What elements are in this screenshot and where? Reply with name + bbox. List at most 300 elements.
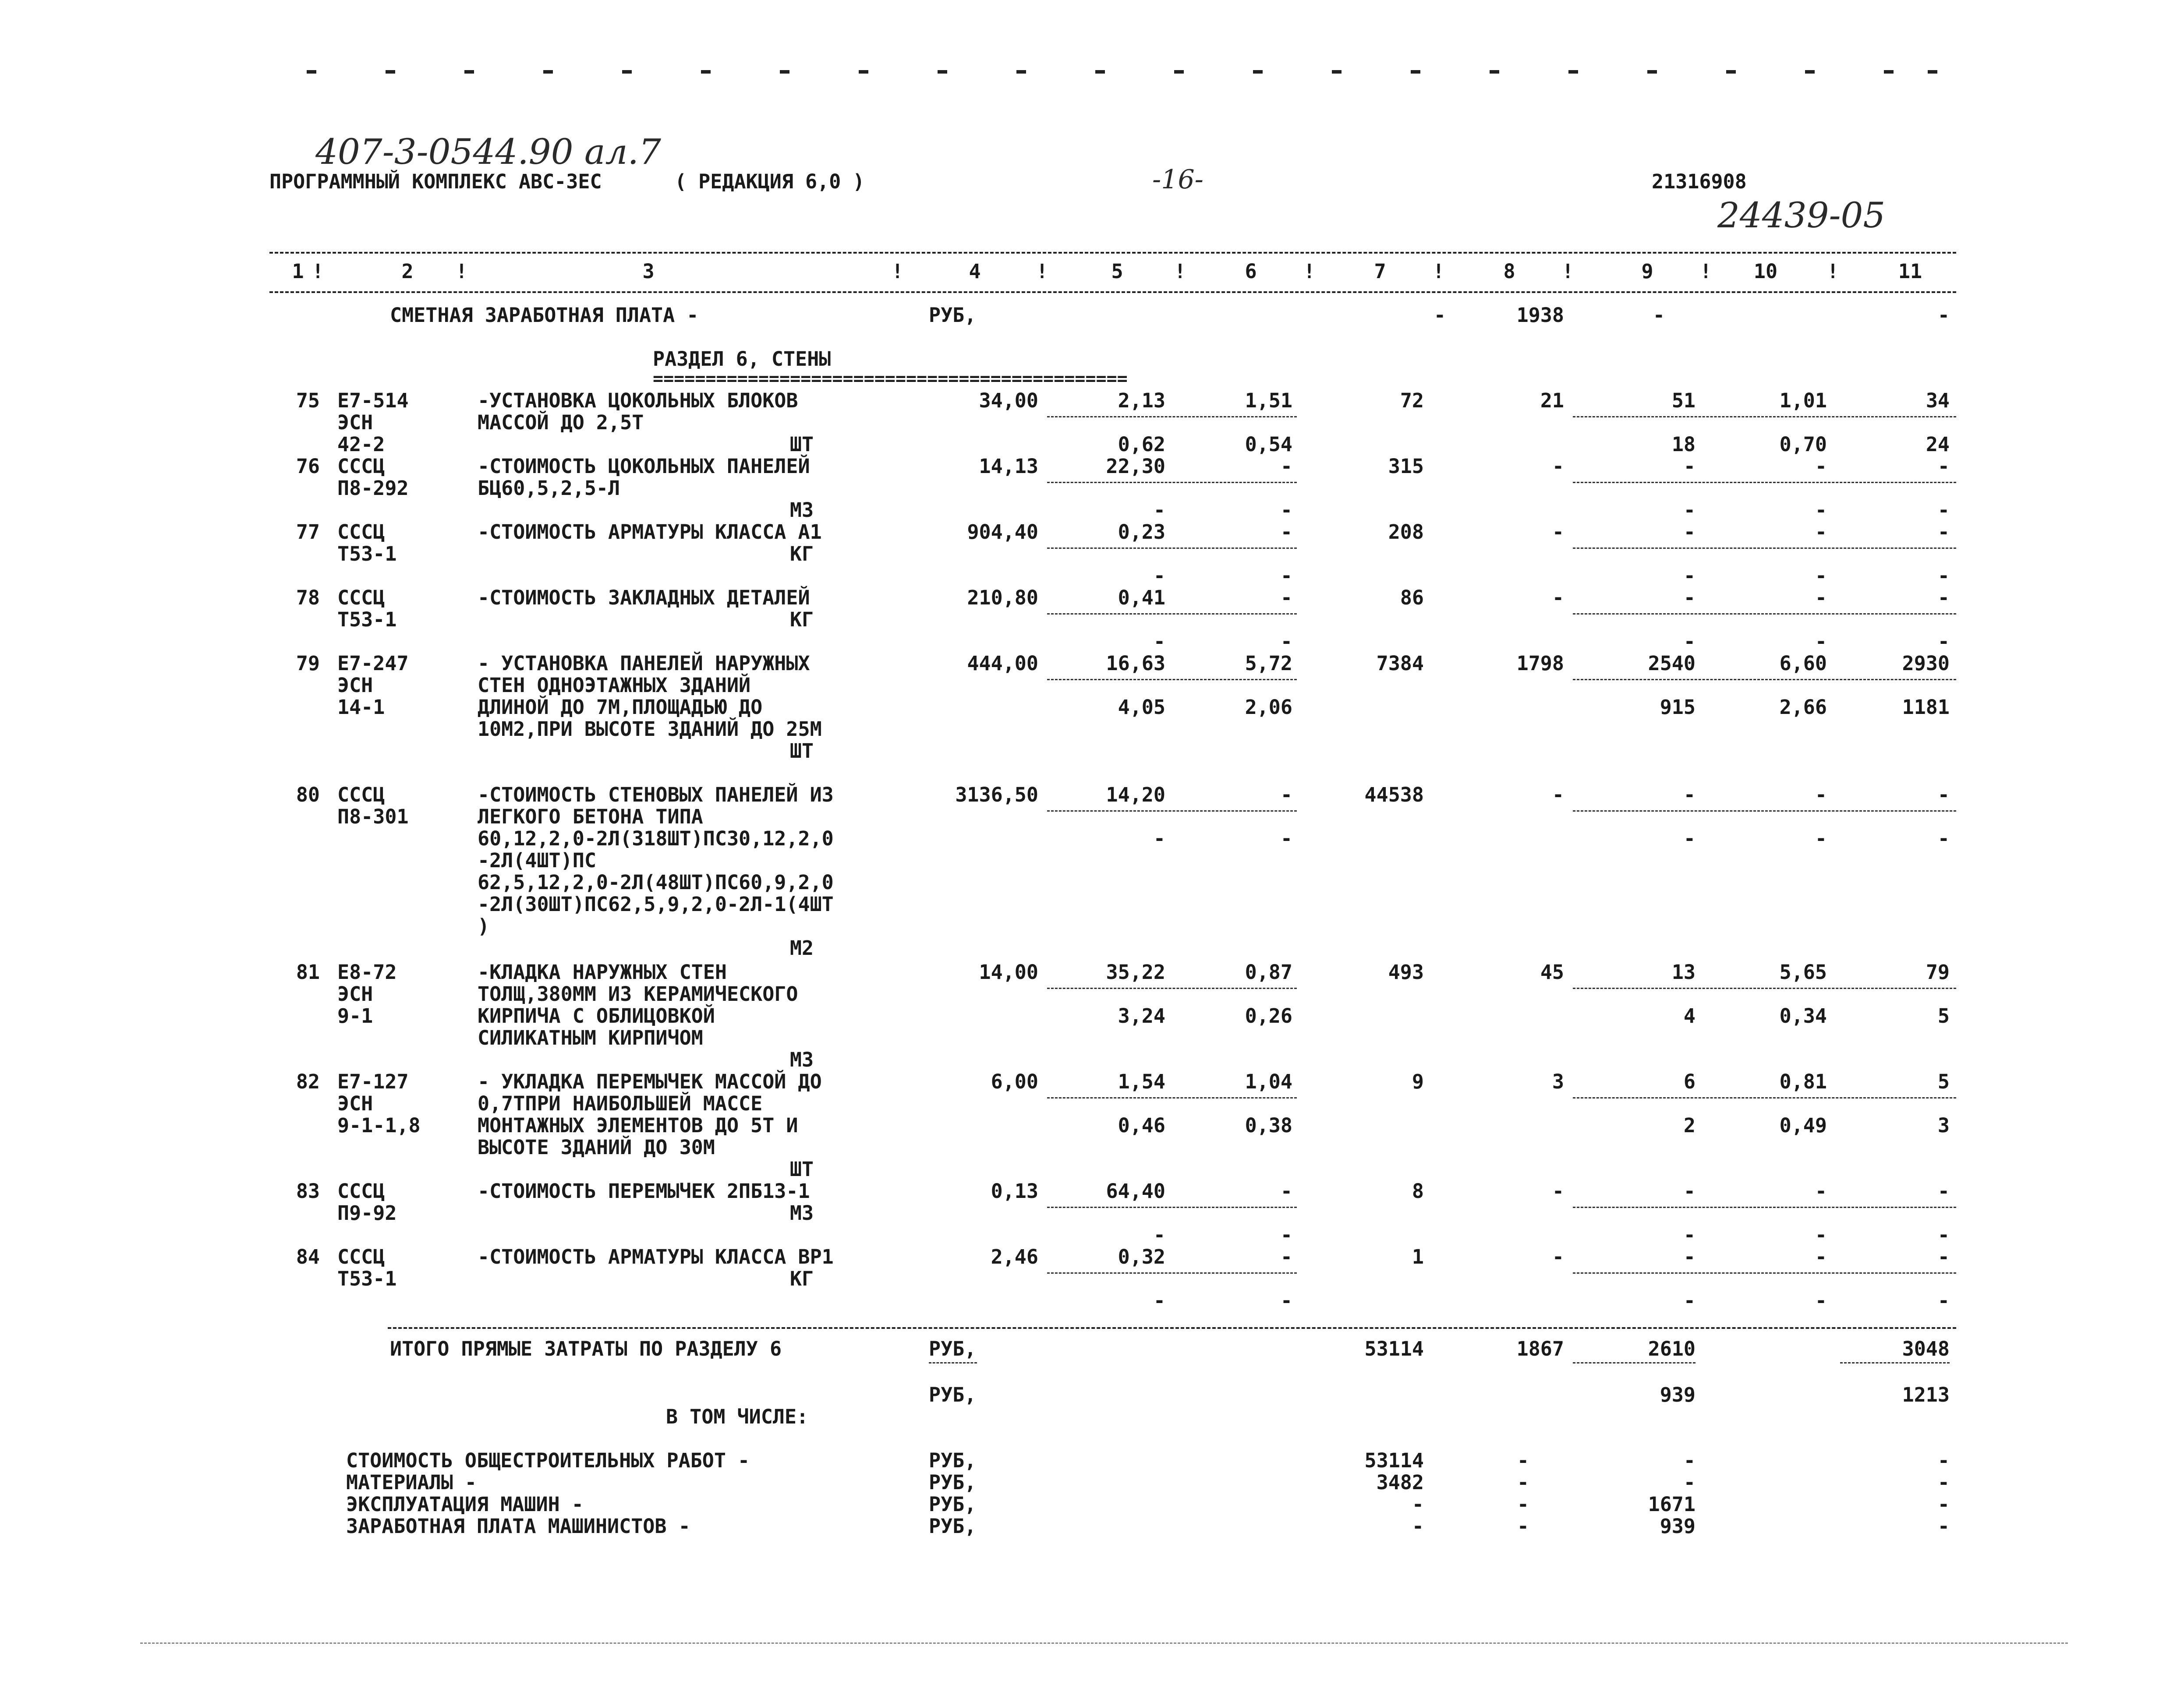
item-c6-sub: - bbox=[1280, 498, 1292, 522]
item-rule-right bbox=[1573, 988, 1956, 989]
item-rule-right bbox=[1573, 679, 1956, 680]
item-code: Т53-1 bbox=[337, 1267, 397, 1290]
item-code: 9-1-1,8 bbox=[337, 1114, 421, 1137]
item-description: -СТОИМОСТЬ ЗАКЛАДНЫХ ДЕТАЛЕЙ bbox=[478, 586, 810, 609]
item-description: - УСТАНОВКА ПАНЕЛЕЙ НАРУЖНЫХ bbox=[478, 652, 810, 675]
summary-col11: - bbox=[1937, 1515, 1950, 1538]
item-c8: - bbox=[1552, 455, 1564, 478]
item-description: -СТОИМОСТЬ СТЕНОВЫХ ПАНЕЛЕЙ ИЗ bbox=[478, 783, 834, 806]
bottom-scan-artifact bbox=[140, 1642, 2068, 1645]
summary-col9: - bbox=[1683, 1449, 1696, 1472]
item-unit: М2 bbox=[789, 936, 814, 960]
item-unit: КГ bbox=[789, 542, 814, 565]
summary-unit: РУБ, bbox=[929, 1471, 977, 1494]
item-description: ТОЛЩ,380ММ ИЗ КЕРАМИЧЕСКОГО bbox=[478, 982, 798, 1006]
item-c8: - bbox=[1552, 520, 1564, 544]
item-quantity: 210,80 bbox=[967, 586, 1038, 609]
item-c11: - bbox=[1937, 455, 1950, 478]
item-c11-sub: - bbox=[1937, 1223, 1950, 1247]
column-separator: ! bbox=[1562, 260, 1574, 283]
item-c9: - bbox=[1683, 520, 1696, 544]
item-c11: 34 bbox=[1926, 389, 1950, 412]
dash-mark bbox=[1490, 70, 1499, 74]
item-c6: - bbox=[1280, 455, 1292, 478]
item-c9: - bbox=[1683, 1245, 1696, 1268]
item-c11-sub: - bbox=[1937, 630, 1950, 653]
item-c5: 2,13 bbox=[1118, 389, 1165, 412]
item-c5-sub: - bbox=[1153, 498, 1165, 522]
item-description: ДЛИНОЙ ДО 7М,ПЛОЩАДЬЮ ДО bbox=[478, 696, 763, 719]
totals-col11-rule bbox=[1840, 1362, 1950, 1363]
item-c11-sub: 5 bbox=[1937, 1004, 1950, 1028]
item-c9-sub: - bbox=[1683, 1223, 1696, 1247]
item-c10-sub: - bbox=[1815, 1289, 1827, 1312]
wage-col7: - bbox=[1434, 304, 1446, 327]
totals-label: ИТОГО ПРЯМЫЕ ЗАТРАТЫ ПО РАЗДЕЛУ 6 bbox=[390, 1337, 782, 1360]
item-description: -СТОИМОСТЬ АРМАТУРЫ КЛАССА А1 bbox=[478, 520, 822, 544]
item-description: -УСТАНОВКА ЦОКОЛЬНЫХ БЛОКОВ bbox=[478, 389, 798, 412]
item-rule-left bbox=[1047, 988, 1297, 989]
item-c6-sub: - bbox=[1280, 827, 1292, 850]
item-c6: 5,72 bbox=[1245, 652, 1292, 675]
item-c10-sub: 0,70 bbox=[1779, 433, 1827, 456]
summary-unit: РУБ, bbox=[929, 1493, 977, 1516]
summary-col8: - bbox=[1517, 1493, 1529, 1516]
item-c6: 0,87 bbox=[1245, 961, 1292, 984]
item-c9: 2540 bbox=[1648, 652, 1696, 675]
item-c5: 35,22 bbox=[1106, 961, 1165, 984]
dash-mark bbox=[622, 70, 632, 74]
item-rule-right bbox=[1573, 1207, 1956, 1208]
item-c5: 0,32 bbox=[1118, 1245, 1165, 1268]
dash-mark bbox=[1805, 70, 1815, 74]
column-number: 5 bbox=[1111, 260, 1123, 283]
item-c10: - bbox=[1815, 1245, 1827, 1268]
item-description: -СТОИМОСТЬ АРМАТУРЫ КЛАССА ВР1 bbox=[478, 1245, 834, 1268]
item-c10-sub: - bbox=[1815, 1223, 1827, 1247]
wage-col9: - bbox=[1653, 304, 1665, 327]
item-c9: - bbox=[1683, 455, 1696, 478]
item-c11: - bbox=[1937, 520, 1950, 544]
item-code: ЭСН bbox=[337, 674, 373, 697]
item-c10-sub: - bbox=[1815, 827, 1827, 850]
dash-mark bbox=[1884, 70, 1894, 74]
item-number: 81 bbox=[296, 961, 320, 984]
totals-rule bbox=[388, 1327, 1956, 1329]
item-description: -СТОИМОСТЬ ПЕРЕМЫЧЕК 2ПБ13-1 bbox=[478, 1180, 810, 1203]
summary-col11: - bbox=[1937, 1449, 1950, 1472]
item-code: СССЦ bbox=[337, 586, 385, 609]
item-unit: КГ bbox=[789, 608, 814, 631]
item-c9-sub: - bbox=[1683, 564, 1696, 587]
item-unit: ШТ bbox=[789, 1158, 814, 1181]
item-c10: 5,65 bbox=[1779, 961, 1827, 984]
item-c5-sub: - bbox=[1153, 1289, 1165, 1312]
item-number: 78 bbox=[296, 586, 320, 609]
summary-unit: РУБ, bbox=[929, 1515, 977, 1538]
item-c11-sub: - bbox=[1937, 827, 1950, 850]
item-c5-sub: 4,05 bbox=[1118, 696, 1165, 719]
summary-label: ЭКСПЛУАТАЦИЯ МАШИН - bbox=[346, 1493, 584, 1516]
item-unit: КГ bbox=[789, 1267, 814, 1290]
item-c11: - bbox=[1937, 1245, 1950, 1268]
item-c7: 7384 bbox=[1376, 652, 1424, 675]
summary-col9: 1671 bbox=[1648, 1493, 1696, 1516]
item-code: СССЦ bbox=[337, 455, 385, 478]
item-rule-left bbox=[1047, 482, 1297, 483]
item-rule-left bbox=[1047, 547, 1297, 549]
column-number: 3 bbox=[642, 260, 655, 283]
totals-unit-2: РУБ, bbox=[929, 1383, 977, 1406]
dash-mark bbox=[1332, 70, 1342, 74]
item-description: -2Л(30ШТ)ПС62,5,9,2,0-2Л-1(4ШТ bbox=[478, 893, 834, 916]
item-c9-sub: - bbox=[1683, 630, 1696, 653]
summary-label: СТОИМОСТЬ ОБЩЕСТРОИТЕЛЬНЫХ РАБОТ - bbox=[346, 1449, 750, 1472]
totals-col11-2: 1213 bbox=[1902, 1383, 1950, 1406]
item-rule-right bbox=[1573, 613, 1956, 615]
item-c6: 1,04 bbox=[1245, 1070, 1292, 1093]
item-rule-right bbox=[1573, 482, 1956, 483]
item-c7: 1 bbox=[1412, 1245, 1424, 1268]
item-c10: - bbox=[1815, 586, 1827, 609]
item-code: 9-1 bbox=[337, 1004, 373, 1028]
item-c7: 72 bbox=[1400, 389, 1424, 412]
item-c6-sub: - bbox=[1280, 564, 1292, 587]
item-unit: М3 bbox=[789, 498, 814, 522]
item-code: Е7-514 bbox=[337, 389, 409, 412]
item-number: 83 bbox=[296, 1180, 320, 1203]
item-c9-sub: 18 bbox=[1671, 433, 1696, 456]
item-description: -СТОИМОСТЬ ЦОКОЛЬНЫХ ПАНЕЛЕЙ bbox=[478, 455, 810, 478]
wage-unit: РУБ, bbox=[929, 304, 977, 327]
dash-mark bbox=[780, 70, 789, 74]
item-c6-sub: 0,26 bbox=[1245, 1004, 1292, 1028]
item-c9: - bbox=[1683, 783, 1696, 806]
dash-mark bbox=[543, 70, 553, 74]
item-c5-sub: 3,24 bbox=[1118, 1004, 1165, 1028]
item-c11: - bbox=[1937, 783, 1950, 806]
item-c9-sub: - bbox=[1683, 498, 1696, 522]
item-rule-left bbox=[1047, 1272, 1297, 1274]
item-number: 80 bbox=[296, 783, 320, 806]
totals-col7: 53114 bbox=[1364, 1337, 1424, 1360]
item-c5-sub: 0,46 bbox=[1118, 1114, 1165, 1137]
handwritten-reference: 407-3-0544.90 ал.7 bbox=[315, 131, 661, 172]
summary-col8: - bbox=[1517, 1471, 1529, 1494]
item-unit: ШТ bbox=[789, 433, 814, 456]
item-number: 75 bbox=[296, 389, 320, 412]
column-separator: ! bbox=[1303, 260, 1316, 283]
item-c8: - bbox=[1552, 1245, 1564, 1268]
item-c11: - bbox=[1937, 586, 1950, 609]
item-quantity: 904,40 bbox=[967, 520, 1038, 544]
item-rule-right bbox=[1573, 810, 1956, 812]
item-rule-left bbox=[1047, 1097, 1297, 1098]
summary-col11: - bbox=[1937, 1471, 1950, 1494]
column-number: 9 bbox=[1641, 260, 1653, 283]
item-number: 77 bbox=[296, 520, 320, 544]
item-c5: 0,41 bbox=[1118, 586, 1165, 609]
item-c10-sub: 2,66 bbox=[1779, 696, 1827, 719]
item-c6-sub: 0,54 bbox=[1245, 433, 1292, 456]
item-c11-sub: - bbox=[1937, 564, 1950, 587]
dash-mark bbox=[464, 70, 474, 74]
totals-col11: 3048 bbox=[1902, 1337, 1950, 1360]
item-description: ЛЕГКОГО БЕТОНА ТИПА bbox=[478, 805, 703, 828]
item-c11-sub: 1181 bbox=[1902, 696, 1950, 719]
item-rule-right bbox=[1573, 1097, 1956, 1098]
summary-col8: - bbox=[1517, 1515, 1529, 1538]
item-c8: 3 bbox=[1552, 1070, 1564, 1093]
handwritten-code: 24439-05 bbox=[1717, 195, 1886, 236]
item-code: 14-1 bbox=[337, 696, 385, 719]
dash-mark bbox=[1647, 70, 1657, 74]
item-c10-sub: - bbox=[1815, 564, 1827, 587]
summary-col8: - bbox=[1517, 1449, 1529, 1472]
item-c10: 1,01 bbox=[1779, 389, 1827, 412]
item-c10-sub: 0,49 bbox=[1779, 1114, 1827, 1137]
item-c5: 64,40 bbox=[1106, 1180, 1165, 1203]
item-c6: 1,51 bbox=[1245, 389, 1292, 412]
item-c6: - bbox=[1280, 1245, 1292, 1268]
column-number: 4 bbox=[969, 260, 981, 283]
item-description: БЦ60,5,2,5-Л bbox=[478, 477, 620, 500]
item-c10-sub: - bbox=[1815, 498, 1827, 522]
column-separator: ! bbox=[1036, 260, 1048, 283]
item-description: -2Л(4ШТ)ПС bbox=[478, 849, 596, 872]
summary-col7: 3482 bbox=[1376, 1471, 1424, 1494]
wage-col8: 1938 bbox=[1516, 304, 1564, 327]
item-quantity: 14,13 bbox=[979, 455, 1038, 478]
item-code: СССЦ bbox=[337, 1245, 385, 1268]
item-c7: 315 bbox=[1388, 455, 1424, 478]
item-rule-left bbox=[1047, 679, 1297, 680]
item-quantity: 444,00 bbox=[967, 652, 1038, 675]
totals-col8: 1867 bbox=[1516, 1337, 1564, 1360]
wage-label: СМЕТНАЯ ЗАРАБОТНАЯ ПЛАТА - bbox=[390, 304, 699, 327]
item-c11-sub: - bbox=[1937, 1289, 1950, 1312]
item-c5: 22,30 bbox=[1106, 455, 1165, 478]
column-separator: ! bbox=[1827, 260, 1839, 283]
item-quantity: 14,00 bbox=[979, 961, 1038, 984]
item-code: СССЦ bbox=[337, 783, 385, 806]
item-description: 10М2,ПРИ ВЫСОТЕ ЗДАНИЙ ДО 25М bbox=[478, 717, 822, 741]
summary-label: ЗАРАБОТНАЯ ПЛАТА МАШИНИСТОВ - bbox=[346, 1515, 690, 1538]
document-code: 21316908 bbox=[1652, 170, 1747, 193]
item-rule-right bbox=[1573, 1272, 1956, 1274]
item-code: ЭСН bbox=[337, 1092, 373, 1115]
item-c6-sub: 2,06 bbox=[1245, 696, 1292, 719]
column-separator: ! bbox=[1433, 260, 1445, 283]
dash-mark bbox=[307, 70, 316, 74]
item-rule-left bbox=[1047, 416, 1297, 417]
column-number: 11 bbox=[1898, 260, 1922, 283]
item-unit: ШТ bbox=[789, 739, 814, 763]
dash-mark bbox=[1411, 70, 1420, 74]
item-code: ЭСН bbox=[337, 411, 373, 434]
item-code: Т53-1 bbox=[337, 608, 397, 631]
item-c5: 0,23 bbox=[1118, 520, 1165, 544]
dash-mark bbox=[701, 70, 711, 74]
item-c11-sub: - bbox=[1937, 498, 1950, 522]
item-c9: 51 bbox=[1671, 389, 1696, 412]
column-number: 8 bbox=[1503, 260, 1515, 283]
item-c6: - bbox=[1280, 586, 1292, 609]
item-number: 79 bbox=[296, 652, 320, 675]
item-description: СТЕН ОДНОЭТАЖНЫХ ЗДАНИЙ bbox=[478, 674, 751, 697]
totals-col9-rule bbox=[1573, 1362, 1696, 1363]
item-description: - УКЛАДКА ПЕРЕМЫЧЕК МАССОЙ ДО bbox=[478, 1070, 822, 1093]
item-c11-sub: 24 bbox=[1926, 433, 1950, 456]
item-c5-sub: - bbox=[1153, 630, 1165, 653]
item-quantity: 0,13 bbox=[991, 1180, 1038, 1203]
item-c7: 208 bbox=[1388, 520, 1424, 544]
item-quantity: 2,46 bbox=[991, 1245, 1038, 1268]
item-description: МАССОЙ ДО 2,5Т bbox=[478, 411, 644, 434]
column-number: 2 bbox=[401, 260, 414, 283]
item-rule-left bbox=[1047, 613, 1297, 615]
summary-col9: - bbox=[1683, 1471, 1696, 1494]
item-quantity: 6,00 bbox=[991, 1070, 1038, 1093]
item-c9: 6 bbox=[1683, 1070, 1696, 1093]
item-number: 82 bbox=[296, 1070, 320, 1093]
item-c8: - bbox=[1552, 783, 1564, 806]
item-c10: 0,81 bbox=[1779, 1070, 1827, 1093]
item-code: П8-301 bbox=[337, 805, 409, 828]
item-c9-sub: - bbox=[1683, 1289, 1696, 1312]
item-c5: 1,54 bbox=[1118, 1070, 1165, 1093]
item-c5-sub: - bbox=[1153, 1223, 1165, 1247]
item-description: МОНТАЖНЫХ ЭЛЕМЕНТОВ ДО 5Т И bbox=[478, 1114, 798, 1137]
item-c7: 9 bbox=[1412, 1070, 1424, 1093]
program-name: ПРОГРАММНЫЙ КОМПЛЕКС АВС-3ЕС bbox=[269, 170, 602, 193]
item-code: П8-292 bbox=[337, 477, 409, 500]
item-quantity: 34,00 bbox=[979, 389, 1038, 412]
item-c10: - bbox=[1815, 520, 1827, 544]
item-quantity: 3136,50 bbox=[955, 783, 1038, 806]
totals-col9-2: 939 bbox=[1660, 1383, 1696, 1406]
column-separator: ! bbox=[1700, 260, 1712, 283]
item-c6: - bbox=[1280, 783, 1292, 806]
item-c8: 45 bbox=[1540, 961, 1564, 984]
dash-mark bbox=[938, 70, 947, 74]
dash-mark bbox=[1726, 70, 1736, 74]
item-description: ВЫСОТЕ ЗДАНИЙ ДО 30М bbox=[478, 1136, 715, 1159]
item-description: КИРПИЧА С ОБЛИЦОВКОЙ bbox=[478, 1004, 715, 1028]
item-code: СССЦ bbox=[337, 1180, 385, 1203]
item-c5: 16,63 bbox=[1106, 652, 1165, 675]
item-code: Е8-72 bbox=[337, 961, 397, 984]
item-c6: - bbox=[1280, 520, 1292, 544]
totals-col9: 2610 bbox=[1648, 1337, 1696, 1360]
item-c7: 86 bbox=[1400, 586, 1424, 609]
item-c10: - bbox=[1815, 1180, 1827, 1203]
summary-label: МАТЕРИАЛЫ - bbox=[346, 1471, 477, 1494]
item-unit: М3 bbox=[789, 1201, 814, 1225]
column-separator: ! bbox=[456, 260, 468, 283]
item-rule-left bbox=[1047, 810, 1297, 812]
item-c9-sub: 4 bbox=[1683, 1004, 1696, 1028]
item-c5-sub: - bbox=[1153, 564, 1165, 587]
item-c10: - bbox=[1815, 455, 1827, 478]
item-c5-sub: - bbox=[1153, 827, 1165, 850]
wage-col11: - bbox=[1937, 304, 1950, 327]
item-c7: 44538 bbox=[1364, 783, 1424, 806]
item-c10-sub: 0,34 bbox=[1779, 1004, 1827, 1028]
item-c6-sub: - bbox=[1280, 630, 1292, 653]
item-c9: - bbox=[1683, 1180, 1696, 1203]
item-c10-sub: - bbox=[1815, 630, 1827, 653]
item-c9-sub: 2 bbox=[1683, 1114, 1696, 1137]
dash-mark bbox=[1174, 70, 1184, 74]
totals-unit: РУБ, bbox=[929, 1337, 977, 1360]
item-number: 76 bbox=[296, 455, 320, 478]
item-code: Е7-247 bbox=[337, 652, 409, 675]
item-c9: - bbox=[1683, 586, 1696, 609]
item-c10: - bbox=[1815, 783, 1827, 806]
item-description: 60,12,2,0-2Л(318ШТ)ПС30,12,2,0 bbox=[478, 827, 834, 850]
item-code: СССЦ bbox=[337, 520, 385, 544]
item-code: ЭСН bbox=[337, 982, 373, 1006]
item-c6-sub: - bbox=[1280, 1223, 1292, 1247]
item-c8: - bbox=[1552, 1180, 1564, 1203]
item-c8: 1798 bbox=[1516, 652, 1564, 675]
including-label: В ТОМ ЧИСЛЕ: bbox=[666, 1405, 809, 1428]
column-separator: ! bbox=[312, 260, 324, 283]
item-rule-right bbox=[1573, 547, 1956, 549]
item-number: 84 bbox=[296, 1245, 320, 1268]
column-separator: ! bbox=[892, 260, 904, 283]
summary-col11: - bbox=[1937, 1493, 1950, 1516]
section-title: РАЗДЕЛ 6, СТЕНЫ bbox=[653, 347, 831, 371]
item-description: 62,5,12,2,0-2Л(48ШТ)ПС60,9,2,0 bbox=[478, 871, 834, 894]
item-unit: М3 bbox=[789, 1048, 814, 1071]
edition-label: ( РЕДАКЦИЯ 6,0 ) bbox=[675, 170, 865, 193]
header-rule-top bbox=[269, 252, 1956, 254]
item-c7: 8 bbox=[1412, 1180, 1424, 1203]
dash-mark bbox=[1928, 70, 1937, 74]
item-code: Т53-1 bbox=[337, 542, 397, 565]
item-c10: 6,60 bbox=[1779, 652, 1827, 675]
item-code: Е7-127 bbox=[337, 1070, 409, 1093]
item-c9-sub: 915 bbox=[1660, 696, 1696, 719]
dash-mark bbox=[386, 70, 395, 74]
totals-unit-rule bbox=[929, 1362, 977, 1363]
item-c11-sub: 3 bbox=[1937, 1114, 1950, 1137]
column-number: 10 bbox=[1753, 260, 1778, 283]
section-underline: ============================================= bbox=[653, 369, 1128, 389]
item-code: П9-92 bbox=[337, 1201, 397, 1225]
item-c7: 493 bbox=[1388, 961, 1424, 984]
item-c6-sub: 0,38 bbox=[1245, 1114, 1292, 1137]
column-number: 1 bbox=[292, 260, 304, 283]
dash-mark bbox=[859, 70, 868, 74]
item-c5: 14,20 bbox=[1106, 783, 1165, 806]
item-description: 0,7ТПРИ НАИБОЛЬШЕЙ МАССЕ bbox=[478, 1092, 763, 1115]
item-c8: 21 bbox=[1540, 389, 1564, 412]
dash-mark bbox=[1253, 70, 1263, 74]
dash-mark bbox=[1095, 70, 1105, 74]
item-c5-sub: 0,62 bbox=[1118, 433, 1165, 456]
column-number: 7 bbox=[1374, 260, 1386, 283]
item-code: 42-2 bbox=[337, 433, 385, 456]
item-c8: - bbox=[1552, 586, 1564, 609]
dash-mark bbox=[1568, 70, 1578, 74]
item-c11: 2930 bbox=[1902, 652, 1950, 675]
item-c11: 5 bbox=[1937, 1070, 1950, 1093]
dash-mark bbox=[1016, 70, 1026, 74]
summary-col7: - bbox=[1412, 1515, 1424, 1538]
